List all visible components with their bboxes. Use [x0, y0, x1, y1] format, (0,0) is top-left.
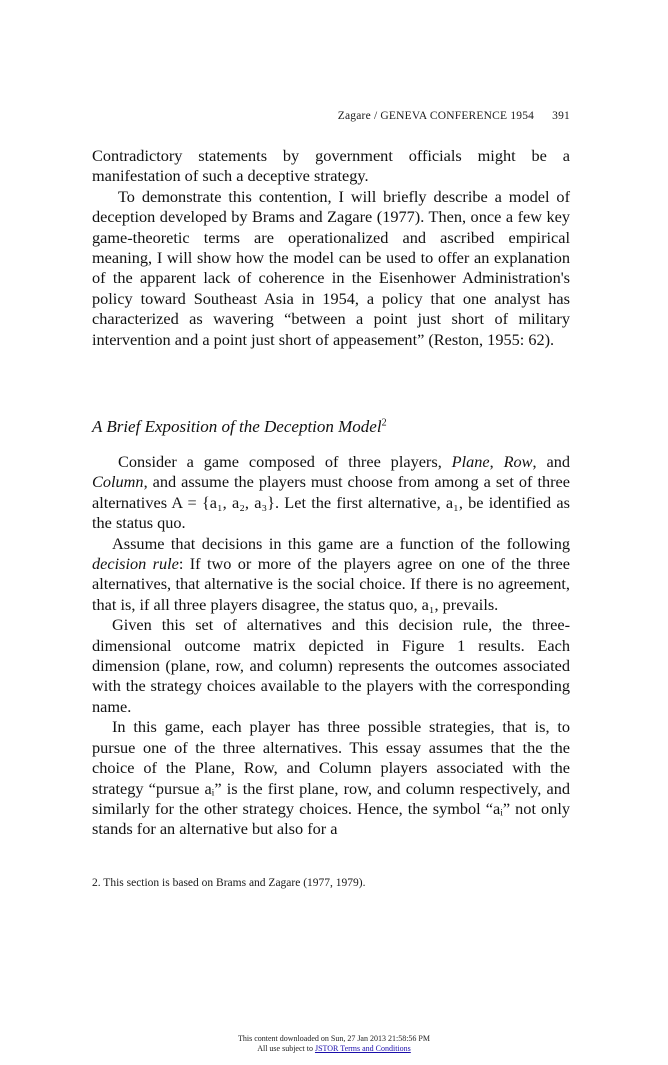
player-row: Row [503, 452, 533, 471]
jstor-footer [0, 1034, 668, 1054]
section-body [92, 452, 570, 840]
p1-and: , and [532, 452, 571, 471]
p2-text-a: Assume that decisions in this game are a function of the following [112, 533, 570, 553]
section-paragraph-3: Given this set of alternatives and this decision rule, the three-dimensional outcome matrix depicted in Figure 1 results. Each dimension (plane, row, and column) represents the outcomes associated with the strategy choices available to the players with the corresponding name. [92, 615, 570, 716]
intro-paragraph-1: Contradictory statements by government officials might be a manifestation of such a deceptive strategy. [92, 146, 570, 186]
p1-text-b: , and assume the players must choose from among a set of three alternatives A = {a₁, a₂, a₃}. Let the first alternative, a₁, be identified as the status quo. [92, 472, 570, 533]
intro-paragraph-2: To demonstrate this contention, I will briefly describe a model of deception developed by Brams and Zagare (1977). Then, once a few key game-theoretic terms are operationalized and ascribed empirical meaning, I will show how the model can be used to offer an explanation of the apparent lack of coherence in the Eisenhower Administration's policy toward Southeast Asia in 1954, a policy that one analyst has characterized as wavering “between a point just short of military intervention and a point just short of appeasement” (Reston, 1955: 62). [92, 186, 570, 349]
page-number: 391 [552, 110, 570, 122]
p1-text-a: Consider a game composed of three players, [118, 452, 452, 471]
section-paragraph-1 [92, 452, 570, 534]
terms-line [0, 1044, 668, 1054]
section-paragraph-2 [92, 534, 570, 616]
footnote-marker: 2 [381, 417, 387, 429]
running-title: Zagare / GENEVA CONFERENCE 1954 [337, 110, 535, 122]
player-plane: Plane [451, 452, 490, 471]
player-column: Column [92, 472, 144, 492]
jstor-terms-link[interactable]: JSTOR Terms and Conditions [314, 1044, 411, 1053]
footnote: 2. This section is based on Brams and Zagare (1977, 1979). [92, 877, 366, 889]
section-heading [92, 417, 570, 437]
decision-rule-term: decision rule [92, 554, 179, 574]
intro-text [92, 146, 570, 350]
download-notice: This content downloaded on Sun, 27 Jan 2013 21:58:56 PM [238, 1034, 430, 1043]
section-heading-text: A Brief Exposition of the Deception Model [92, 417, 382, 436]
section-paragraph-4: In this game, each player has three possible strategies, that is, to pursue one of the three alternatives. This essay assumes that the the choice of the Plane, Row, and Column players associated with the strategy “pursue aᵢ” is the first plane, row, and column respectively, and similarly for the other strategy choices. Hence, the symbol “aᵢ” not only stands for an alternative but also for a [92, 717, 570, 839]
running-head [92, 110, 570, 122]
terms-prefix: All use subject to [257, 1044, 315, 1053]
p2-text-b: : If two or more of the players agree on one of the three alternatives, that alternative is the social choice. If there is no agreement, that is, if all three players disagree, the status quo, a₁, prevails. [92, 554, 570, 614]
p1-comma: , [489, 452, 504, 471]
